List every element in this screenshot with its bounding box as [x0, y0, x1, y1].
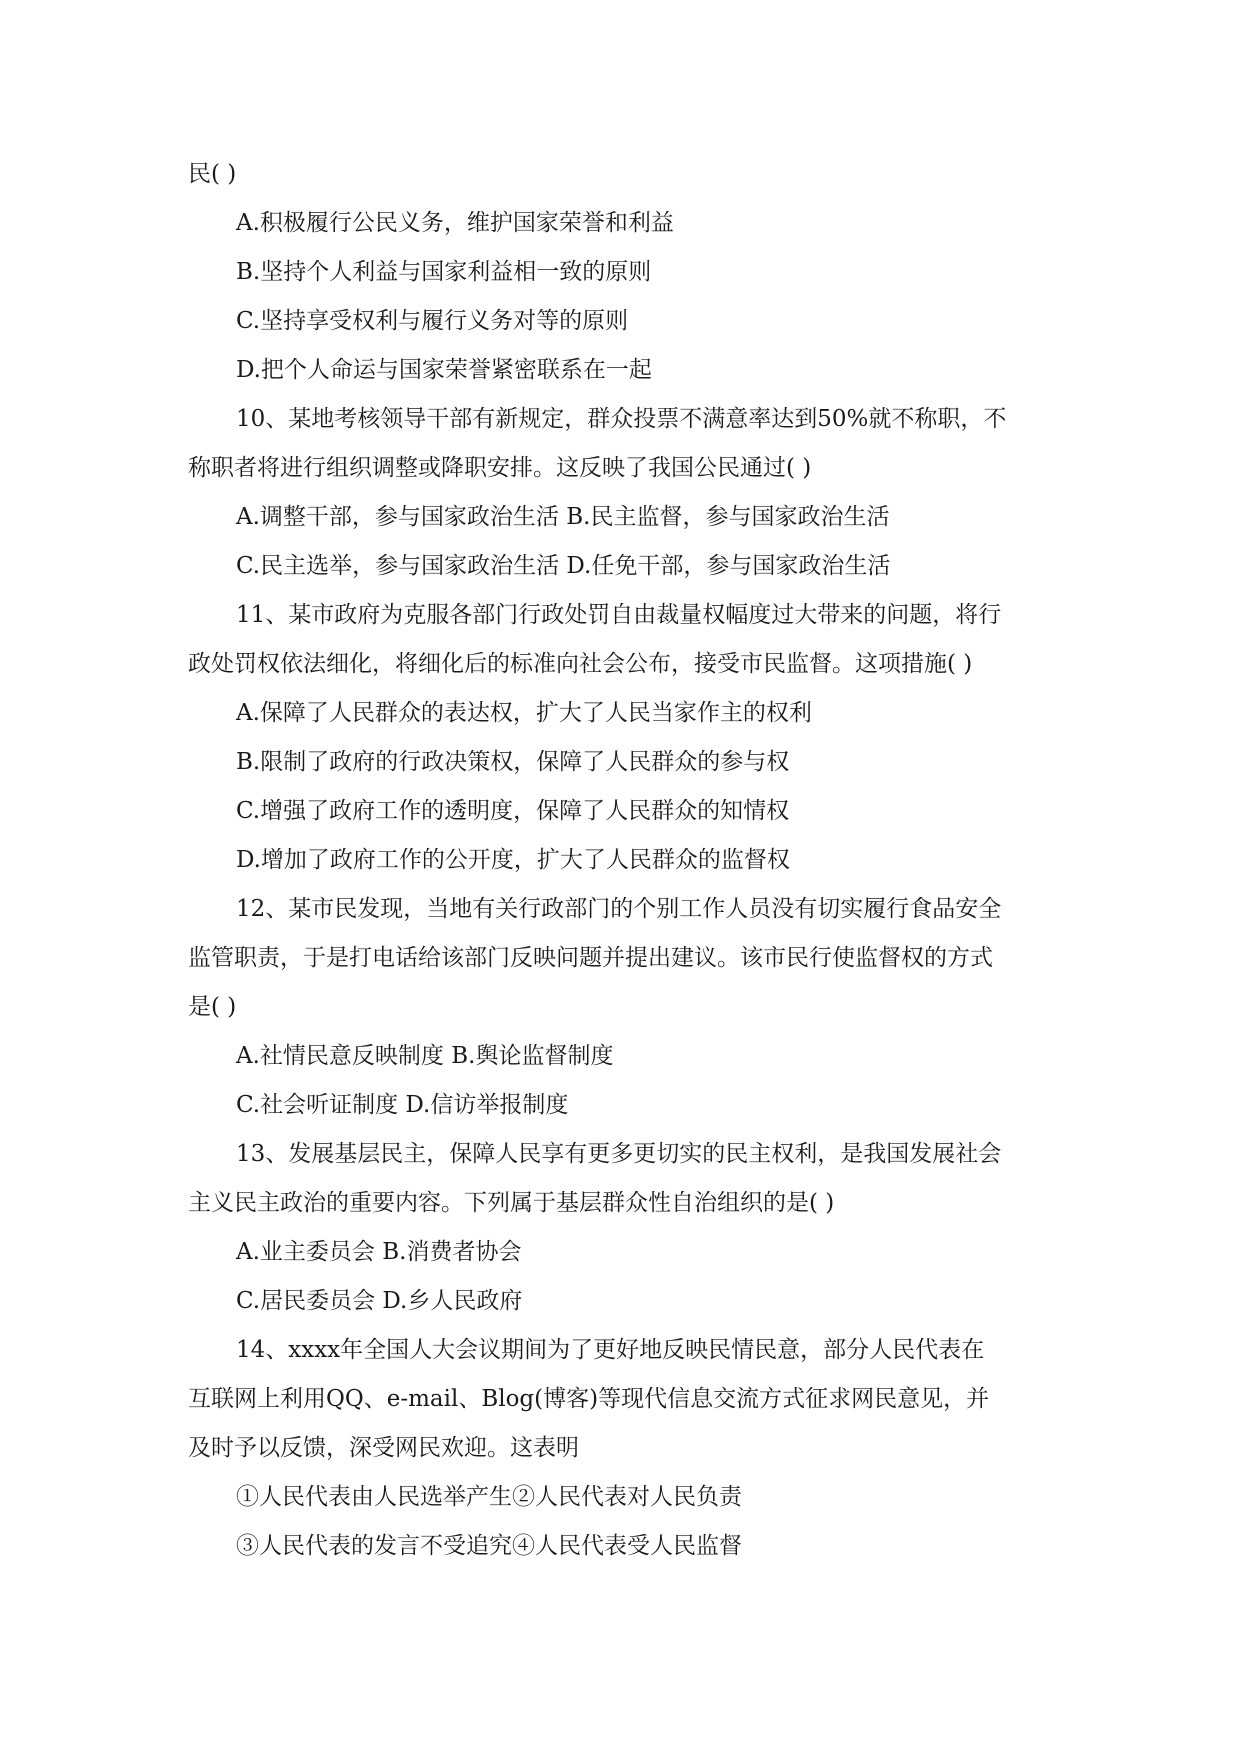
text-line: 10、某地考核领导干部有新规定，群众投票不满意率达到50%就不称职，不: [236, 406, 1007, 432]
text-line: 主义民主政治的重要内容。下列属于基层群众性自治组织的是( ): [188, 1190, 835, 1216]
text-line: A.保障了人民群众的表达权，扩大了人民当家作主的权利: [236, 700, 812, 726]
document-body: [188, 150, 1068, 1571]
text-line: A.社情民意反映制度 B.舆论监督制度: [236, 1043, 614, 1069]
text-line: 是( ): [188, 994, 237, 1020]
text-line: 互联网上利用QQ、e-mail、Blog(博客)等现代信息交流方式征求网民意见，并: [188, 1386, 990, 1412]
text-line: 监管职责，于是打电话给该部门反映问题并提出建议。该市民行使监督权的方式: [188, 945, 993, 971]
text-line: A.业主委员会 B.消费者协会: [236, 1239, 522, 1265]
text-line: A.调整干部，参与国家政治生活 B.民主监督，参与国家政治生活: [236, 504, 890, 530]
text-line: C.增强了政府工作的透明度，保障了人民群众的知情权: [236, 798, 790, 824]
text-line: 民( ): [188, 161, 237, 187]
text-line: D.增加了政府工作的公开度，扩大了人民群众的监督权: [236, 847, 790, 873]
text-line: A.积极履行公民义务，维护国家荣誉和利益: [236, 210, 674, 236]
text-line: B.限制了政府的行政决策权，保障了人民群众的参与权: [236, 749, 790, 775]
text-line: ①人民代表由人民选举产生②人民代表对人民负责: [236, 1484, 742, 1510]
text-line: C.坚持享受权利与履行义务对等的原则: [236, 308, 629, 334]
text-line: ③人民代表的发言不受追究④人民代表受人民监督: [236, 1533, 742, 1559]
text-line: B.坚持个人利益与国家利益相一致的原则: [236, 259, 652, 285]
text-line: 及时予以反馈，深受网民欢迎。这表明: [188, 1435, 579, 1461]
text-line: C.民主选举，参与国家政治生活 D.任免干部，参与国家政治生活: [236, 553, 891, 579]
text-line: C.居民委员会 D.乡人民政府: [236, 1288, 523, 1314]
text-line: D.把个人命运与国家荣誉紧密联系在一起: [236, 357, 652, 383]
text-line: 12、某市民发现，当地有关行政部门的个别工作人员没有切实履行食品安全: [236, 896, 1002, 922]
text-line: 13、发展基层民主，保障人民享有更多更切实的民主权利，是我国发展社会: [236, 1141, 1002, 1167]
text-line: 11、某市政府为克服各部门行政处罚自由裁量权幅度过大带来的问题，将行: [236, 602, 1002, 628]
text-line: 称职者将进行组织调整或降职安排。这反映了我国公民通过( ): [188, 455, 812, 481]
text-line: 14、xxxx年全国人大会议期间为了更好地反映民情民意，部分人民代表在: [236, 1337, 985, 1363]
text-line: C.社会听证制度 D.信访举报制度: [236, 1092, 569, 1118]
text-line: 政处罚权依法细化，将细化后的标准向社会公布，接受市民监督。这项措施( ): [188, 651, 973, 677]
